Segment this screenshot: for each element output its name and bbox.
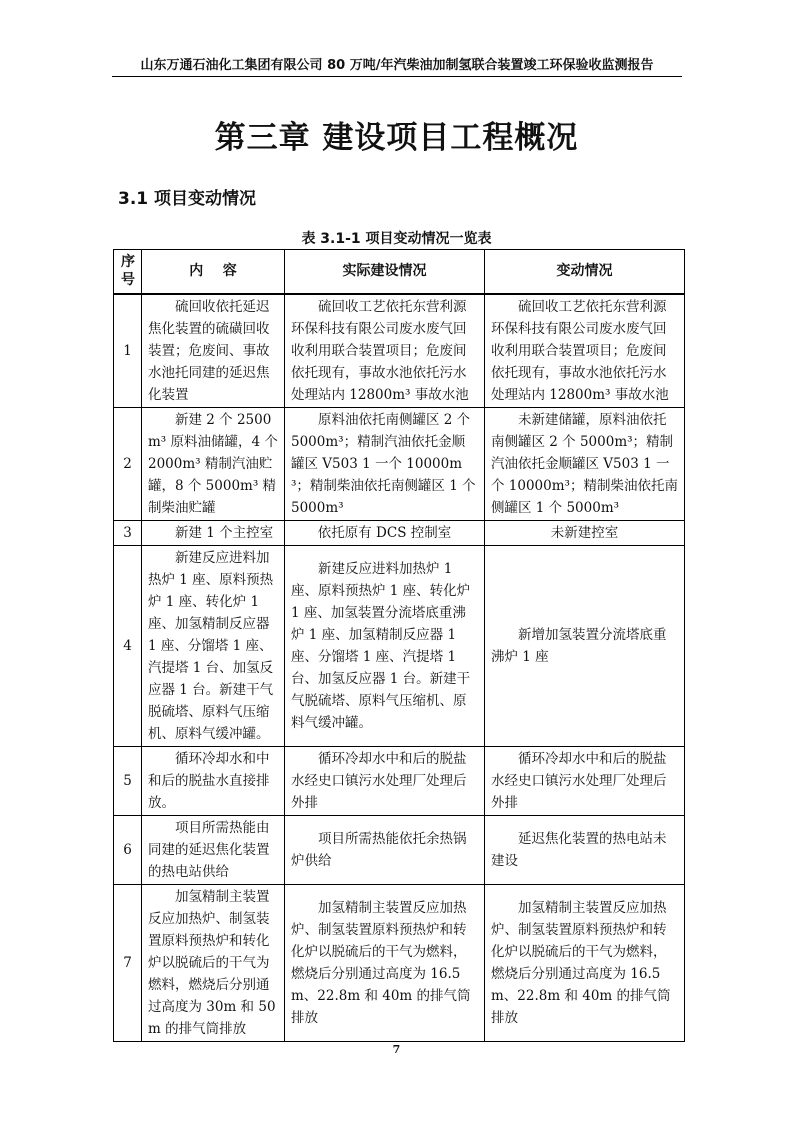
row-change: 硫回收工艺依托东营利源环保科技有限公司废水废气回收利用联合装置项目；危废间依托现有，事故水池依托污水处理站内 12800m³ 事故水池	[485, 294, 685, 408]
row-change: 加氢精制主装置反应加热炉、制氢装置原料预热炉和转化炉以脱硫后的干气为燃料，燃烧后分别通过高度为 16.5m、22.8m 和 40m 的排气筒排放	[485, 885, 685, 1042]
row-actual: 新建反应进料加热炉 1 座、原料预热炉 1 座、转化炉 1 座、加氢装置分流塔底重沸炉 1 座、加氢精制反应器 1 座、分馏塔 1 座、汽提塔 1 台、加氢反应器 1 台。新建干气脱硫塔、原料气压缩机、原料气缓冲罐。	[285, 546, 485, 747]
row-content: 硫回收依托延迟焦化装置的硫磺回收装置；危废间、事故水池托同建的延迟焦化装置	[142, 294, 285, 408]
row-actual: 硫回收工艺依托东营利源环保科技有限公司废水废气回收利用联合装置项目；危废间依托现有，事故水池依托污水处理站内 12800m³ 事故水池	[285, 294, 485, 408]
header-seq: 序号	[114, 250, 142, 294]
row-content: 循环冷却水和中和后的脱盐水直接排放。	[142, 747, 285, 816]
table-caption: 表 3.1-1 项目变动情况一览表	[301, 231, 492, 247]
row-content: 新建反应进料加热炉 1 座、原料预热炉 1 座、转化炉 1 座、加氢精制反应器 1 座、分馏塔 1 座、汽提塔 1 台、加氢反应器 1 台。新建干气脱硫塔、原料气压缩机、原料气缓冲罐。	[142, 546, 285, 747]
table-row	[114, 294, 685, 408]
chapter-title: 第三章 建设项目工程概况	[214, 120, 579, 156]
header-actual: 实际建设情况	[285, 250, 485, 294]
row-actual: 循环冷却水中和后的脱盐水经史口镇污水处理厂处理后外排	[285, 747, 485, 816]
table-row	[114, 521, 685, 546]
row-change: 未新建储罐，原料油依托南侧罐区 2 个 5000m³；精制汽油依托金顺罐区 V503 1 一个 10000m³；精制柴油依托南侧罐区 1 个 5000m³	[485, 408, 685, 521]
row-content: 新建 1 个主控室	[142, 521, 285, 546]
row-seq: 3	[114, 521, 142, 546]
table-row	[114, 816, 685, 885]
row-seq: 2	[114, 408, 142, 521]
table-row	[114, 747, 685, 816]
row-change: 延迟焦化装置的热电站未建设	[485, 816, 685, 885]
header-change: 变动情况	[485, 250, 685, 294]
table-row	[114, 408, 685, 521]
row-actual: 原料油依托南侧罐区 2 个 5000m³；精制汽油依托金顺罐区 V503 1 一个 10000m³；精制柴油依托南侧罐区 1 个 5000m³	[285, 408, 485, 521]
row-change: 未新建控室	[485, 521, 685, 546]
row-seq: 4	[114, 546, 142, 747]
row-actual: 依托原有 DCS 控制室	[285, 521, 485, 546]
page-number: 7	[392, 1043, 401, 1056]
row-seq: 1	[114, 294, 142, 408]
page-header: 山东万通石油化工集团有限公司 80 万吨/年汽柴油加制氢联合装置竣工环保验收监测报告	[140, 58, 654, 73]
row-content: 新建 2 个 2500m³ 原料油储罐，4 个 2000m³ 精制汽油贮罐，8 个 5000m³ 精制柴油贮罐	[142, 408, 285, 521]
header-content: 内 容	[142, 250, 285, 294]
row-change: 新增加氢装置分流塔底重沸炉 1 座	[485, 546, 685, 747]
row-content: 加氢精制主装置反应加热炉、制氢装置原料预热炉和转化炉以脱硫后的干气为燃料，燃烧后分别通过高度为 30m 和 50m 的排气筒排放	[142, 885, 285, 1042]
table-row	[114, 885, 685, 1042]
row-change: 循环冷却水中和后的脱盐水经史口镇污水处理厂处理后外排	[485, 747, 685, 816]
row-actual: 项目所需热能依托余热锅炉供给	[285, 816, 485, 885]
row-content: 项目所需热能由同建的延迟焦化装置的热电站供给	[142, 816, 285, 885]
row-seq: 6	[114, 816, 142, 885]
section-title: 3.1 项目变动情况	[118, 189, 257, 209]
header-rule	[112, 76, 682, 77]
table-row	[114, 546, 685, 747]
row-seq: 7	[114, 885, 142, 1042]
row-actual: 加氢精制主装置反应加热炉、制氢装置原料预热炉和转化炉以脱硫后的干气为燃料，燃烧后分别通过高度为 16.5m、22.8m 和 40m 的排气筒排放	[285, 885, 485, 1042]
row-seq: 5	[114, 747, 142, 816]
change-table	[113, 249, 685, 1042]
